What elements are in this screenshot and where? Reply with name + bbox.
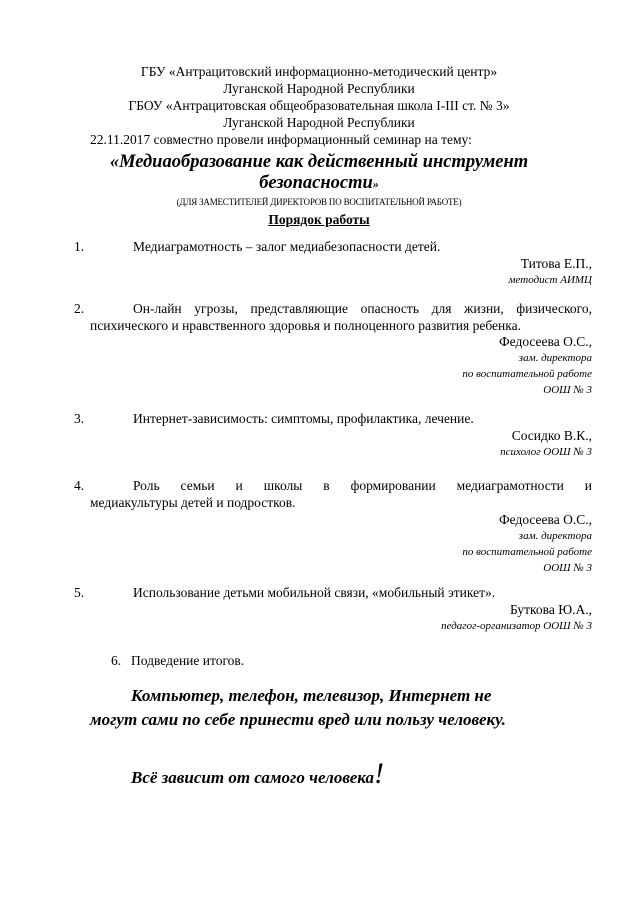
order-heading: Порядок работы [268,212,370,227]
item-1-number: 1. [74,239,85,254]
item-2-role-1: зам. директора [518,352,592,364]
header-line-1: ГБУ «Антрацитовский информационно-методический центр» [140,64,498,79]
quote-line-2: могут сами по себе принести вред или пользу человеку. [90,710,506,729]
item-4-text-cont: медиакультуры детей и подростков. [90,495,296,510]
item-4-speaker: Федосеева О.С., [498,512,592,527]
item-5-number: 5. [74,585,85,600]
quote-line-3 [131,757,384,791]
item-2-text: Он-лайн угрозы, представляющие опасность для жизни, физического, [133,301,592,316]
item-4-text: Роль семьи и школы в формировании медиаграмотности и [133,478,592,493]
quote-exclamation: ! [373,757,384,790]
item-5-text: Использование детьми мобильной связи, «мобильный этикет». [133,585,496,600]
header-line-3: ГБОУ «Антрацитовская общеобразовательная школа I-III ст. № 3» [128,98,510,113]
seminar-title-line-1: «Медиаобразование как действенный инструмент [109,152,529,172]
item-2-text-cont: психического и нравственного здоровья и полноценного развития ребенка. [90,318,521,333]
item-4-role-1: зам. директора [518,530,592,542]
seminar-title-close-quote: » [372,177,379,191]
quote-line-1: Компьютер, телефон, телевизор, Интернет не [131,686,492,705]
item-4-role-3: ООШ № 3 [543,562,592,574]
item-2-role-3: ООШ № 3 [543,384,592,396]
item-3-role: психолог ООШ № 3 [500,446,592,458]
item-6-text: Подведение итогов. [131,653,245,668]
header-line-4: Луганской Народной Республики [223,115,415,130]
item-4-role-2: по воспитательной работе [462,546,592,558]
item-1-speaker: Титова Е.П., [520,256,592,271]
item-6-number: 6. [111,653,122,668]
header-line-2: Луганской Народной Республики [223,81,415,96]
item-1-text: Медиаграмотность – залог медиабезопасности детей. [133,239,441,254]
item-3-text: Интернет-зависимость: симптомы, профилактика, лечение. [133,411,474,426]
seminar-subtitle: (ДЛЯ ЗАМЕСТИТЕЛЕЙ ДИРЕКТОРОВ ПО ВОСПИТАТЕЛЬНОЙ РАБОТЕ) [176,197,462,207]
header-line-5: 22.11.2017 совместно провели информационный семинар на тему: [90,132,472,147]
item-5-speaker: Буткова Ю.А., [509,602,592,617]
item-5-role: педагог-организатор ООШ № 3 [441,620,592,632]
item-2-number: 2. [74,301,85,316]
item-3-speaker: Сосидко В.К., [511,428,592,443]
seminar-title-word: безопасности [259,173,373,193]
item-3-number: 3. [74,411,85,426]
item-4-number: 4. [74,478,85,493]
item-2-speaker: Федосеева О.С., [498,334,592,349]
item-1-role: методист АИМЦ [508,274,592,286]
seminar-title-line-2 [0,173,638,195]
item-2-role-2: по воспитательной работе [462,368,592,380]
quote-line-3-text: Всё зависит от самого человека [131,768,374,787]
